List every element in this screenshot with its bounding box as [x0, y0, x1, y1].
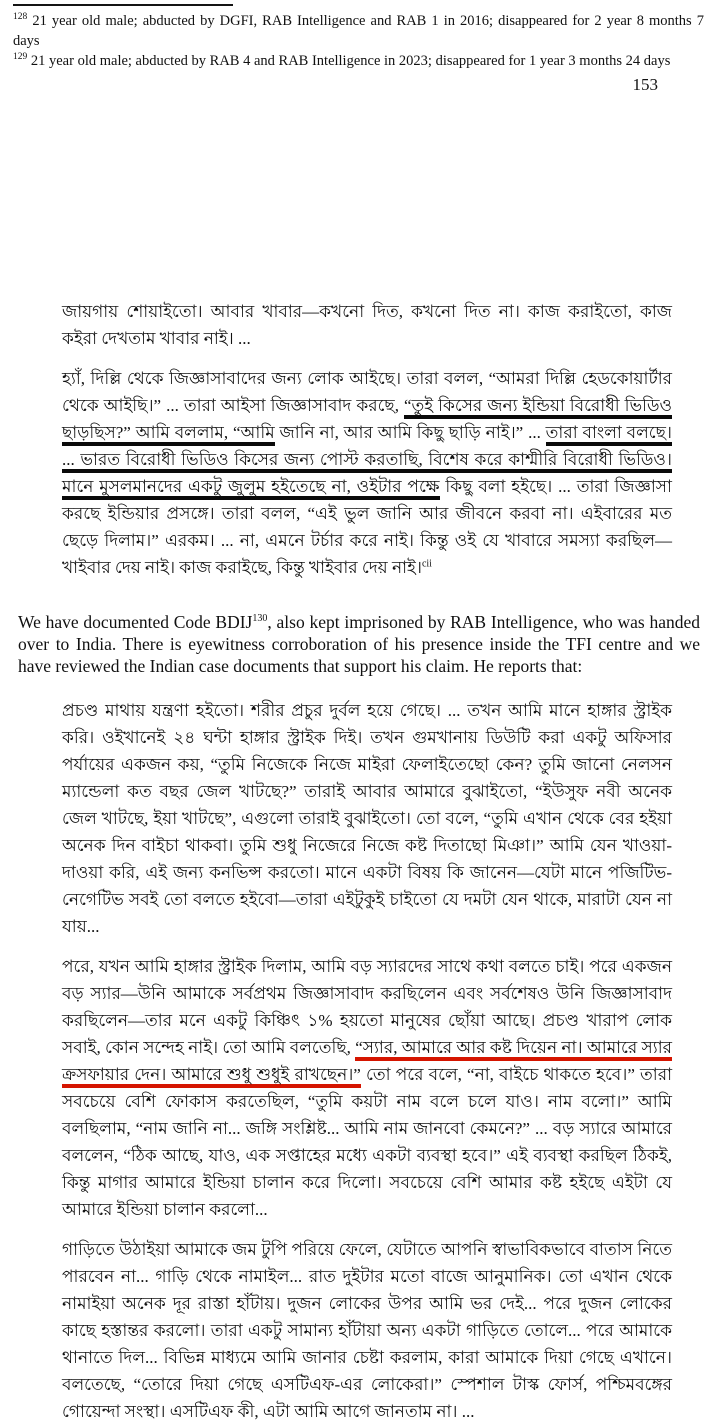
text-segment: জানি না, আর আমি কিছু ছাড়ি নাই।” ...: [274, 423, 546, 442]
footnote-marker: 129: [13, 52, 28, 63]
quote-paragraph: [62, 298, 672, 352]
text-segment: জায়গায় শোয়াইতো। আবার খাবার—কখনো দিত, কখনো দিত না। কাজ করাইতো, কাজ কইরা দেখতাম খাবার নাই। ...: [62, 302, 672, 348]
quote-paragraph: [62, 365, 672, 581]
text-segment: গাড়িতে উঠাইয়া আমাকে জম টুপি পরিয়ে ফেলে, যেটাতে আপনি স্বাভাবিকভাবে বাতাস নিতে পারবেন না... গাড়ি থেকে নামাইল... রাত দুইটার মতো বাজে আনুমানিক। তো এখান থেকে নামাইয়া অনেক দূর রাস্তা হাঁটায়। দুজন লোকের উপর আমি ভর দেই... পরে দুজন লোকের কাছে হস্তান্তর করলো। তারা একটু সামান্য হাঁটায়া অন্য একটা গাড়িতে তোলে... পরে আমাকে থানাতে দিল... বিভিন্ন মাধ্যমে আমি জানার চেষ্টা করলাম, কারা আমাকে দিয়া গেছে এখানে। বলতেছে, “তোরে দিয়া গেছে এসটিএফ-এর লোকেরা।” স্পেশাল টাস্ক ফোর্স, পশ্চিমবঙ্গের গোয়েন্দা সংস্থা। এসটিএফ কী, এটা আমি আগে জানতাম না। ...: [62, 1240, 672, 1421]
quote-paragraph: [62, 697, 672, 940]
text-segment: প্রচণ্ড মাথায় যন্ত্রণা হইতো। শরীর প্রচুর দুর্বল হয়ে গেছে। ... তখন আমি মানে হাঙ্গার স্ট্রাইক করি। ওইখানেই ২৪ ঘন্টা হাঙ্গার স্ট্রাইক দিই। তখন গুমখানায় ডিউটি করা একটু অফিসার পর্যায়ের একজন কয়, “তুমি নিজেকে নিজে মাইরা ফেলাইতেছো কেন? তুমি জানো নেলসন ম্যান্ডেলা কত বছর জেল খাটছে?” তারাই আবার আমারে বুঝাইতো, “ইউসুফ নবী অনেক জেল খাটছে, ইয়া খাটছে”, এগুলো তারাই বুঝাইতো। তো বলে, “তুমি এখান থেকে বের হইয়া অনেক দিন বাইচা থাকবা। তুমি শুধু নিজেরে নিজে কষ্ট দিতাছো মিঞা।” আমি যেন খাওয়া-দাওয়া করি, এই জন্য কনভিন্স করতো। মানে একটা বিষয় কি জানেন—যেটা মানে পজিটিভ-নেগেটিভ সবই তো বলতে হইবো—তারা এইটুকুই চাইতো যে দমটা যেন থাকে, মারাটা যেন না যায়...: [62, 701, 672, 936]
bengali-quote-block-1: [62, 298, 672, 581]
text-segment: কিছু বলা হইছে। ... তারা জিজ্ঞাসা করছে ইন্ডিয়ার প্রসঙ্গে। তারা বলল, “এই ভুল জানি আর জীবনে করবা না। এইবারের মত ছেড়ে দিলাম।” এরকম। ... না, এমনে টর্চার করে নাই। কিন্তু ওই যে খাবারে সমস্যা করছিল—খাইবার দেয় নাই। কাজ করাইছে, কিন্তু খাইবার দেয় নাই।: [62, 477, 672, 577]
footnote-separator-rule: [13, 4, 233, 6]
text-segment: , also kept imprisoned by RAB Intelligence, who was handed over to India. There is eyewitness corroboration of his presence inside the TFI centre and we have reviewed the Indian case documents that support his claim. He reports that:: [18, 612, 700, 676]
superscript-note-reference: 130: [252, 613, 268, 625]
text-segment: তো পরে বলে, “না, বাইচে থাকতে হবে।” তারা সবচেয়ে বেশি ফোকাস করতেছিল, “তুমি কয়টা নাম বলে চলে যাও। নাম বলো।” আমি বলছিলাম, “নাম জানি না... জঙ্গি সংশ্লিষ্ট... আমি নাম জানবো কেমনে?” ... বড় স্যারে আমারে বললেন, “ঠিক আছে, যাও, এক সপ্তাহের মধ্যে একটা ব্যবস্থা হবে।” এই ব্যবস্থা করছিল ঠিকই, কিন্তু মাগার আমারে ইন্ডিয়া চালান করে দিলো। সবচেয়ে বেশি আমার কষ্ট হইছে এইটা যে আমারে ইন্ডিয়া চালান করলো...: [62, 1065, 673, 1219]
text-segment: হ্যাঁ, দিল্লি থেকে জিজ্ঞাসাবাদের জন্য লোক আইছে। তারা বলল, “আমরা দিল্লি হেডকোয়ার্টার থেকে আইছি।” ... তারা আইসা জিজ্ঞাসাবাদ করছে,: [62, 369, 672, 415]
footnote-marker: 128: [13, 12, 28, 23]
quote-paragraph: [62, 953, 672, 1223]
superscript-note-reference: cii: [421, 558, 432, 570]
english-body-paragraph: [18, 611, 700, 677]
page-number: 153: [632, 75, 658, 94]
footnote-text: 21 year old male; abducted by DGFI, RAB Intelligence and RAB 1 in 2016; disappeared for 2 year 8 months 7 days: [13, 13, 705, 49]
text-segment: পরে, যখন আমি হাঙ্গার স্ট্রাইক দিলাম, আমি বড় স্যারদের সাথে কথা বলতে চাই। পরে একজন বড় স্যার—উনি আমাকে সর্বপ্রথম জিজ্ঞাসাবাদ করছিলেন এবং সর্বশেষও উনি জিজ্ঞাসাবাদ করছিলেন—তার মনে একটু কিঞ্চিৎ ১% হয়তো মানুষের ছোঁয়া আছে। প্রচণ্ড খারাপ লোক সবাই, কোন সন্দেহ নাই। তো আমি বলতেছি,: [62, 957, 672, 1057]
footnote-128: [13, 11, 704, 51]
footnote-area: [13, 0, 704, 71]
footnote-text: 21 year old male; abducted by RAB 4 and RAB Intelligence in 2023; disappeared for 1 year 3 months 24 days: [30, 53, 671, 69]
text-segment: We have documented Code BDIJ: [18, 612, 253, 632]
bengali-quote-block-2: [62, 697, 672, 1425]
footnote-129: [13, 51, 704, 71]
quote-paragraph: [62, 1236, 672, 1425]
red-underlined-text: “স্যার, আমারে আর কষ্ট দিয়েন না। আমারে স্যার ক্রসফায়ার দেন। আমারে শুধু শুধুই রাখছেন।”: [62, 1038, 672, 1088]
black-underlined-text: তারা বাংলা বলছে। ... ভারত বিরোধী ভিডিও কিসের জন্য পোস্ট করতাছি, বিশেষ করে কাশ্মীরি বিরোধী ভিডিও। মানে মুসলমানদের একটু জুলুম হইতেছে না, ওইটার পক্ষে: [62, 423, 672, 500]
black-underlined-text: “তুই কিসের জন্য ইন্ডিয়া বিরোধী ভিডিও ছাড়ছিস?” আমি বললাম, “আমি: [62, 396, 672, 446]
